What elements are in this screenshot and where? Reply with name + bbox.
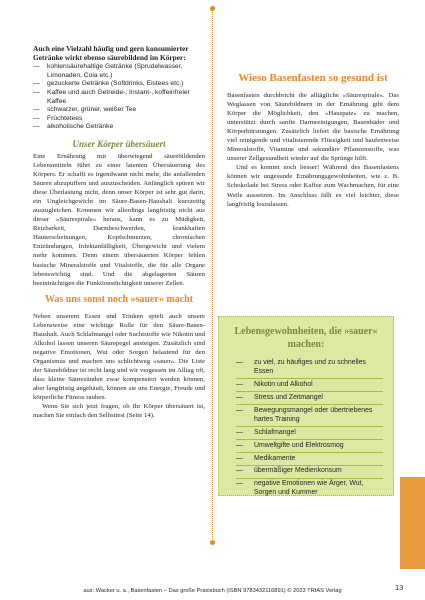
drinks-intro: Auch eine Vielzahl häufig und gern konsumierter Getränke wirkt ebenso säurebildend im Körper: [33, 44, 189, 63]
section-heading-basenfasten: Wieso Basenfasten so gesund ist [238, 72, 388, 84]
drinks-list-item: — schwarzer, grüner, weißer Tee [33, 106, 137, 114]
copyright-footer: aus: Wacker u. a., Basenfasten – Das große Praxisbuch (ISBN 9783432116891) © 2023 TRIAS Verlag [83, 588, 342, 594]
paragraph-lebensweise: Neben unserem Essen und Trinken spielt auch unsere Lebensweise eine wichtige Rolle für den Säure-Basen-Haushalt. Auch Schlafmangel oder Suchtstoffe wie Nikotin und Alkohol lassen unseren Säurepegel ansteigen. Zusätzlich sind negative Emotionen, Wut oder Sorgen belastend für den Organismus und machen uns schlichtweg »sauer«. Die Liste der Säurebildner ist recht lang und wir vergessen im Alltag oft, dass kleine Säuresünden zwar kompensiert werden können, aber langfristig angehäuft, können sie uns Energie, Freude und körperliche Fitness rauben. [33, 312, 205, 402]
drinks-list-item: — Früchtetees [33, 114, 83, 122]
drinks-list [33, 63, 205, 132]
chapter-tab-marker [400, 477, 425, 569]
section-heading-sauer: Was uns sonst noch »sauer« macht [44, 293, 194, 305]
right-column [227, 72, 399, 209]
info-box-item: — Schlafmangel [236, 429, 383, 440]
info-box-lebensgewohnheiten [218, 316, 394, 496]
paragraph-uebersaeuerung: Eine Ernährung mit überwiegend säurebildenden Lebensmitteln führt zu einer latenten Übersäuerung des Körpers. Er schafft es irgendwann nicht mehr, die anfallenden Säuren abzupuffern und auszuscheiden. Anfänglich spüren wir diese Überlastung nicht, denn unser Körper ist sehr gut darin, ein Ungleichgewicht im Säure-Basen-Haushalt kurzzeitig auszugleichen. Kommen wir allerdings langfristig nicht aus dieser »Säurespirale« heraus, kann es zu Müdigkeit, Reizbarkeit, Darmbeschwerden, krankhaften Hauterscheinungen, Kopfschmerzen, chronischen Entzündungen, Infektanfälligkeit, Übergewicht und vielem mehr kommen. Denn einem übersäuerten Körper fehlen basische Mineralstoffe und Vitalstoffe, die für alle Organe lebenswichtig sind. Und die abgelagerten Säuren beeinträchtigen die Funktionstüchtigkeit unserer Zellen. [33, 152, 205, 287]
column-divider [212, 8, 213, 543]
info-box-item: — Nikotin und Alkohol [236, 381, 383, 392]
section-heading-uebersaeuert: Unser Körper übersäuert [72, 138, 166, 149]
info-box-item: — übermäßiger Medienkonsum [236, 467, 383, 478]
page-number: 13 [395, 583, 404, 592]
info-box-item: — zu viel, zu häufiges und zu schnelles Essen [236, 359, 383, 379]
paragraph-gewohnheiten: Und es kommt noch besser! Während des Basenfastens können wir ungesunde Ernährungsgewohnheiten, wie z. B. Schokolade bei Stress oder Kaffee zum Wachmachen, für eine Weile aussetzen. Im Anschluss fällt es viel leichter, diese langfristig loszulassen. [227, 164, 399, 208]
paragraph-selbsttest: Wenn Sie sich jetzt fragen, ob Ihr Körper übersäuert ist, machen Sie einfach den Selbsttest (Seite 14). [33, 403, 205, 420]
info-box-item: — Stress und Zeitmangel [236, 394, 383, 405]
drinks-list-item: — kohlensäurehaltige Getränke (Sprudelwasser, Limonaden, Cola etc.) [33, 63, 183, 79]
info-box-item: — Umweltgifte und Elektrosmog [236, 442, 383, 453]
info-box-item: — Bewegungsmangel oder übertriebenes hartes Training [236, 407, 383, 427]
info-box-title: Lebensgewohnheiten, die »sauer« machen: [234, 326, 378, 350]
info-box-item: — Medikamente [236, 455, 383, 466]
drinks-list-item: — alkoholische Getränke [33, 123, 114, 131]
info-box-item: — negative Emotionen wie Ärger, Wut, Sorgen und Kummer [236, 480, 364, 497]
info-box-list [219, 359, 393, 500]
drinks-list-item: — gezuckerte Getränke (Softdrinks, Eistees etc.) [33, 80, 184, 88]
paragraph-basenfasten: Basenfasten durchbricht die alltägliche »Säurespirale«. Das Weglassen von Säurebildnern in der Ernährung gibt dem Körper die Möglichkeit, den »Hauspatz« zu machen, unterstützt durch sanfte Darmreinigungen, Basenbäder und Körperbürstungen. Zusätzlich liefert die basische Ernährung viel reinigende und vitalisierende Flüssigkeit und haufenweise Mineralstoffe, Vitamine und sekundäre Pflanzenstoffe, was unserer Zellgesundheit wieder auf die Sprünge hilft. [227, 92, 399, 163]
left-column [33, 44, 205, 420]
drinks-list-item: — Kaffee und auch Getreide-, Instant-, koffeinfreier Kaffee [33, 88, 190, 105]
divider-top-dot [210, 6, 215, 11]
divider-bottom-dot [210, 540, 215, 545]
